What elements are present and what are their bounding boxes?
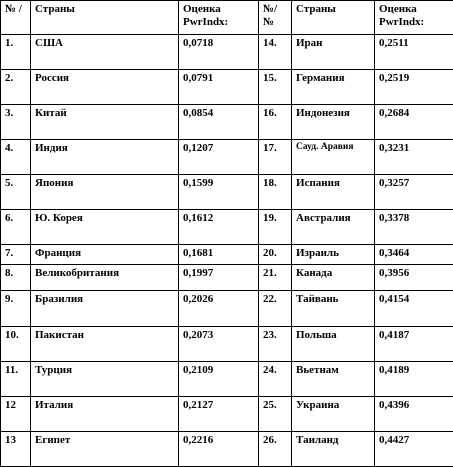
score-cell: 0,1997 bbox=[179, 265, 259, 291]
country-cell: Япония bbox=[31, 175, 179, 210]
score-cell: 0,2127 bbox=[179, 397, 259, 432]
rank-cell: 26. bbox=[259, 432, 292, 467]
header-score: Оценка PwrIndx: bbox=[179, 1, 259, 35]
rank-cell: 22. bbox=[259, 291, 292, 327]
rank-cell: 14. bbox=[259, 35, 292, 70]
table-row bbox=[1, 397, 453, 432]
rank-cell: 24. bbox=[259, 362, 292, 397]
table-row bbox=[1, 175, 453, 210]
score-cell: 0,1612 bbox=[179, 210, 259, 245]
score-cell: 0,0854 bbox=[179, 105, 259, 140]
score-cell: 0,1599 bbox=[179, 175, 259, 210]
rank-cell: 13 bbox=[1, 432, 31, 467]
rank-cell: 4. bbox=[1, 140, 31, 175]
rank-cell: 10. bbox=[1, 327, 31, 362]
table-row bbox=[1, 432, 453, 467]
score-cell: 0,2026 bbox=[179, 291, 259, 327]
score-cell: 0,2519 bbox=[375, 70, 453, 105]
score-cell: 0,4396 bbox=[375, 397, 453, 432]
header-number: № / bbox=[1, 1, 31, 35]
table-header-row bbox=[1, 1, 453, 35]
score-cell: 0,3257 bbox=[375, 175, 453, 210]
score-cell: 0,1207 bbox=[179, 140, 259, 175]
score-cell: 0,4427 bbox=[375, 432, 453, 467]
rank-cell: 7. bbox=[1, 245, 31, 265]
country-cell: Канада bbox=[292, 265, 375, 291]
rank-cell: 19. bbox=[259, 210, 292, 245]
country-cell: Ю. Корея bbox=[31, 210, 179, 245]
rank-cell: 21. bbox=[259, 265, 292, 291]
country-cell: Китай bbox=[31, 105, 179, 140]
rank-cell: 3. bbox=[1, 105, 31, 140]
rank-cell: 9. bbox=[1, 291, 31, 327]
country-cell: Египет bbox=[31, 432, 179, 467]
score-cell: 0,2216 bbox=[179, 432, 259, 467]
score-cell: 0,4187 bbox=[375, 327, 453, 362]
rank-cell: 23. bbox=[259, 327, 292, 362]
score-cell: 0,2073 bbox=[179, 327, 259, 362]
score-cell: 0,0791 bbox=[179, 70, 259, 105]
rank-cell: 15. bbox=[259, 70, 292, 105]
country-cell: Сауд. Аравия bbox=[292, 140, 375, 175]
rank-cell: 16. bbox=[259, 105, 292, 140]
score-cell: 0,2684 bbox=[375, 105, 453, 140]
rank-cell: 25. bbox=[259, 397, 292, 432]
table-row bbox=[1, 245, 453, 265]
table-row bbox=[1, 291, 453, 327]
rank-cell: 2. bbox=[1, 70, 31, 105]
score-cell: 0,2109 bbox=[179, 362, 259, 397]
table-row bbox=[1, 105, 453, 140]
rank-cell: 20. bbox=[259, 245, 292, 265]
table-row bbox=[1, 140, 453, 175]
country-cell: Великобритания bbox=[31, 265, 179, 291]
header-number-2: №/ № bbox=[259, 1, 292, 35]
rank-cell: 5. bbox=[1, 175, 31, 210]
table-row bbox=[1, 210, 453, 245]
rank-cell: 6. bbox=[1, 210, 31, 245]
country-cell: Вьетнам bbox=[292, 362, 375, 397]
country-cell: Италия bbox=[31, 397, 179, 432]
score-cell: 0,1681 bbox=[179, 245, 259, 265]
score-cell: 0,3231 bbox=[375, 140, 453, 175]
table-row bbox=[1, 327, 453, 362]
score-cell: 0,4154 bbox=[375, 291, 453, 327]
header-country: Страны bbox=[31, 1, 179, 35]
rank-cell: 11. bbox=[1, 362, 31, 397]
table-row bbox=[1, 70, 453, 105]
score-cell: 0,2511 bbox=[375, 35, 453, 70]
rank-cell: 18. bbox=[259, 175, 292, 210]
score-cell: 0,0718 bbox=[179, 35, 259, 70]
country-cell: Польша bbox=[292, 327, 375, 362]
country-cell: Бразилия bbox=[31, 291, 179, 327]
country-cell: Израиль bbox=[292, 245, 375, 265]
table-row bbox=[1, 265, 453, 291]
score-cell: 0,3464 bbox=[375, 245, 453, 265]
country-cell: Испания bbox=[292, 175, 375, 210]
rank-cell: 8. bbox=[1, 265, 31, 291]
score-cell: 0,3956 bbox=[375, 265, 453, 291]
country-cell: Иран bbox=[292, 35, 375, 70]
header-score-2: Оценка PwrIndx: bbox=[375, 1, 453, 35]
country-cell: Турция bbox=[31, 362, 179, 397]
header-country-2: Страны bbox=[292, 1, 375, 35]
country-cell: Таиланд bbox=[292, 432, 375, 467]
table-row bbox=[1, 362, 453, 397]
country-cell: США bbox=[31, 35, 179, 70]
country-cell: Германия bbox=[292, 70, 375, 105]
country-cell: Украина bbox=[292, 397, 375, 432]
country-cell: Россия bbox=[31, 70, 179, 105]
rank-cell: 12 bbox=[1, 397, 31, 432]
country-cell: Австралия bbox=[292, 210, 375, 245]
country-cell: Тайвань bbox=[292, 291, 375, 327]
rank-cell: 17. bbox=[259, 140, 292, 175]
country-cell: Индонезия bbox=[292, 105, 375, 140]
country-cell: Индия bbox=[31, 140, 179, 175]
rank-cell: 1. bbox=[1, 35, 31, 70]
score-cell: 0,4189 bbox=[375, 362, 453, 397]
country-cell: Франция bbox=[31, 245, 179, 265]
table-row bbox=[1, 35, 453, 70]
score-cell: 0,3378 bbox=[375, 210, 453, 245]
country-cell: Пакистан bbox=[31, 327, 179, 362]
